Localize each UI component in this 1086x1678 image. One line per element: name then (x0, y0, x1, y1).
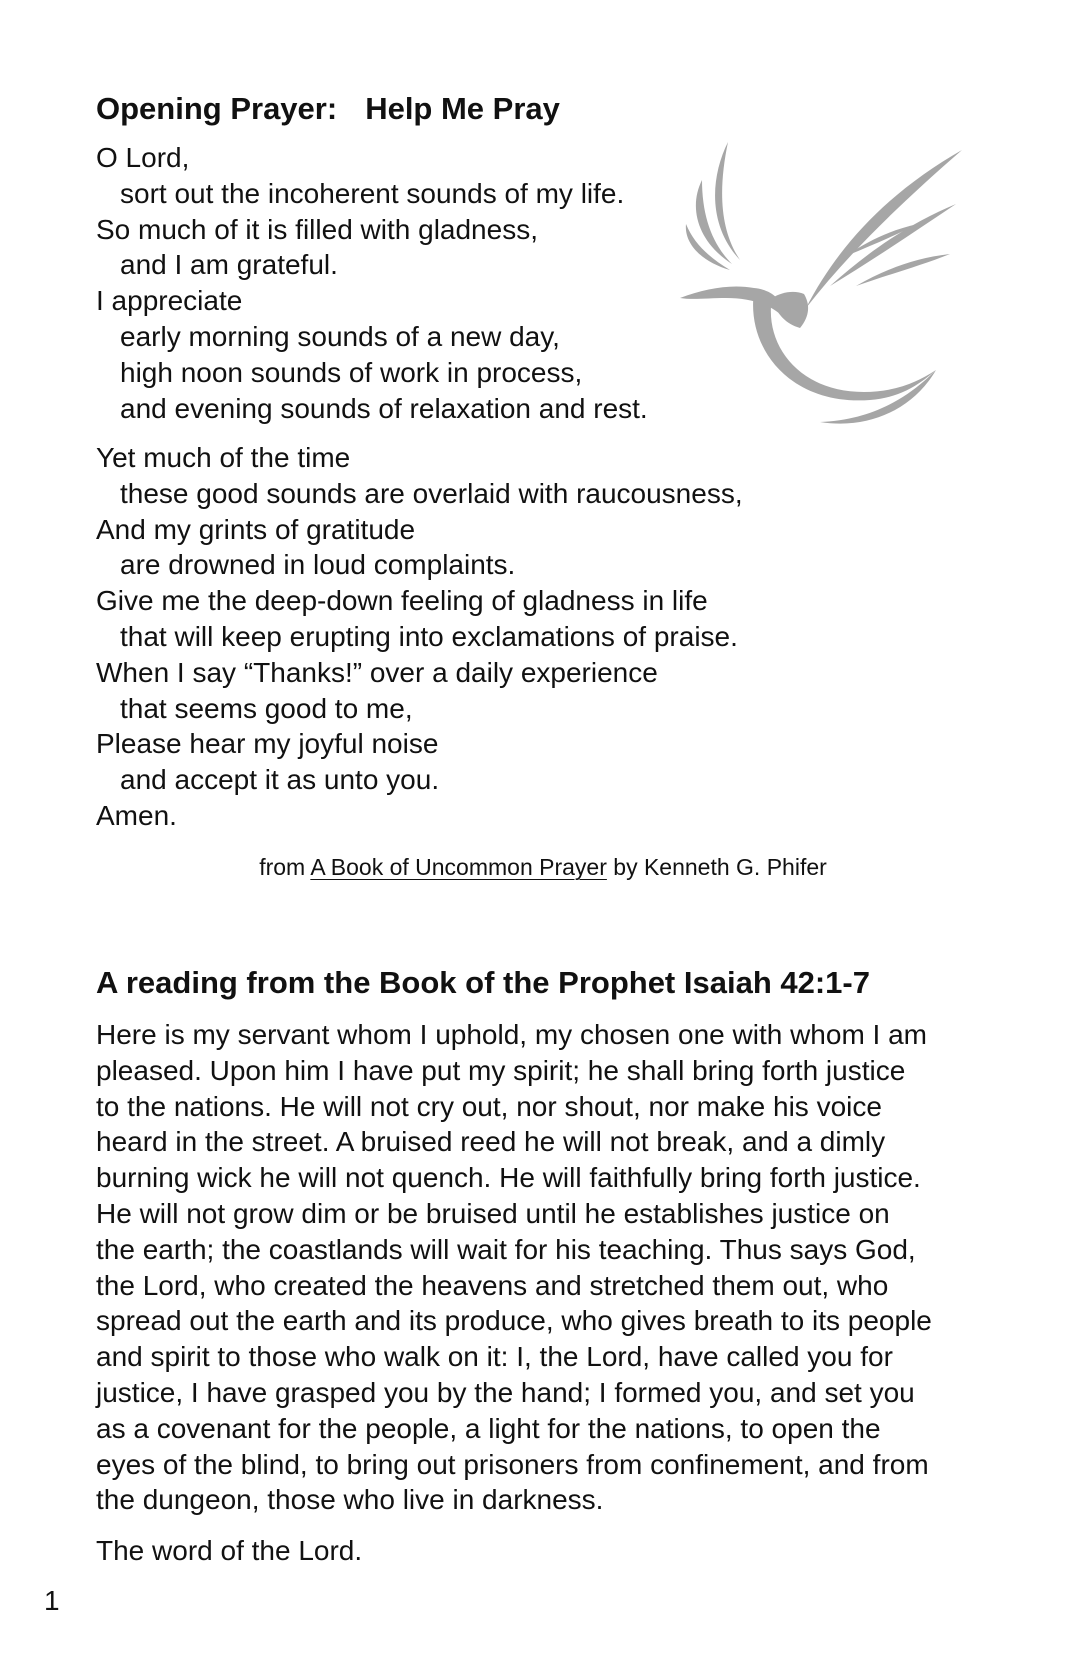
reading-body (96, 1017, 996, 1518)
reading-line: as a covenant for the people, a light for the nations, to open the (96, 1412, 881, 1444)
prayer-heading-label: Opening Prayer: (96, 91, 338, 126)
poem-line: I appreciate (96, 285, 243, 317)
reading-line: eyes of the blind, to bring out prisoners from confinement, and from (96, 1448, 929, 1480)
poem-line: and I am grateful. (120, 249, 338, 281)
prayer-stanza-1 (96, 140, 648, 426)
poem-line: and accept it as unto you. (120, 764, 440, 796)
poem-line: early morning sounds of a new day, (120, 320, 560, 352)
poem-line: high noon sounds of work in process, (120, 356, 583, 388)
prayer-citation (0, 852, 1086, 882)
poem-line: O Lord, (96, 142, 190, 173)
dove-icon (680, 138, 980, 428)
reading-line: pleased. Upon him I have put my spirit; he shall bring forth justice (96, 1054, 906, 1086)
poem-line: that seems good to me, (120, 692, 413, 724)
poem-line: sort out the incoherent sounds of my life. (120, 177, 625, 209)
poem-line: Amen. (96, 799, 177, 831)
reading-heading: A reading from the Book of the Prophet Isaiah 42:1-7 (96, 965, 870, 1000)
reading-line: the earth; the coastlands will wait for his teaching. Thus says God, (96, 1233, 916, 1265)
citation-prefix: from (259, 854, 306, 880)
poem-line: When I say “Thanks!” over a daily experience (96, 656, 658, 688)
reading-line: to the nations. He will not cry out, nor shout, nor make his voice (96, 1090, 882, 1122)
dove-shape (680, 142, 962, 424)
reading-line: Here is my servant whom I uphold, my chosen one with whom I am (96, 1019, 928, 1050)
reading-line: and spirit to those who walk on it: I, the Lord, have called you for (96, 1341, 893, 1373)
poem-line: Please hear my joyful noise (96, 728, 439, 760)
poem-line: these good sounds are overlaid with raucousness, (120, 477, 743, 509)
reading-closing: The word of the Lord. (96, 1535, 363, 1566)
reading-line: the Lord, who created the heavens and stretched them out, who (96, 1269, 889, 1301)
prayer-heading-title: Help Me Pray (365, 91, 560, 126)
reading-line: He will not grow dim or be bruised until he establishes justice on (96, 1197, 890, 1229)
poem-line: Give me the deep-down feeling of gladness in life (96, 585, 708, 617)
reading-line: justice, I have grasped you by the hand; I formed you, and set you (96, 1376, 915, 1408)
poem-line: are drowned in loud complaints. (120, 549, 516, 581)
poem-line: and evening sounds of relaxation and rest. (120, 392, 648, 424)
reading-line: spread out the earth and its produce, who gives breath to its people (96, 1305, 932, 1337)
page-number: 1 (44, 1585, 60, 1616)
poem-line: And my grints of gratitude (96, 513, 416, 545)
reading-line: burning wick he will not quench. He will faithfully bring forth justice. (96, 1162, 921, 1194)
poem-line: Yet much of the time (96, 442, 351, 473)
poem-line: So much of it is filled with gladness, (96, 213, 538, 245)
prayer-heading (96, 89, 560, 129)
poem-line: that will keep erupting into exclamations of praise. (120, 620, 738, 652)
prayer-stanza-2 (96, 440, 743, 834)
reading-line: the dungeon, those who live in darkness. (96, 1484, 604, 1516)
reading-line: heard in the street. A bruised reed he will not break, and a dimly (96, 1126, 886, 1158)
citation-book-title: A Book of Uncommon Prayer (310, 854, 607, 880)
citation-author: by Kenneth G. Phifer (613, 854, 827, 880)
